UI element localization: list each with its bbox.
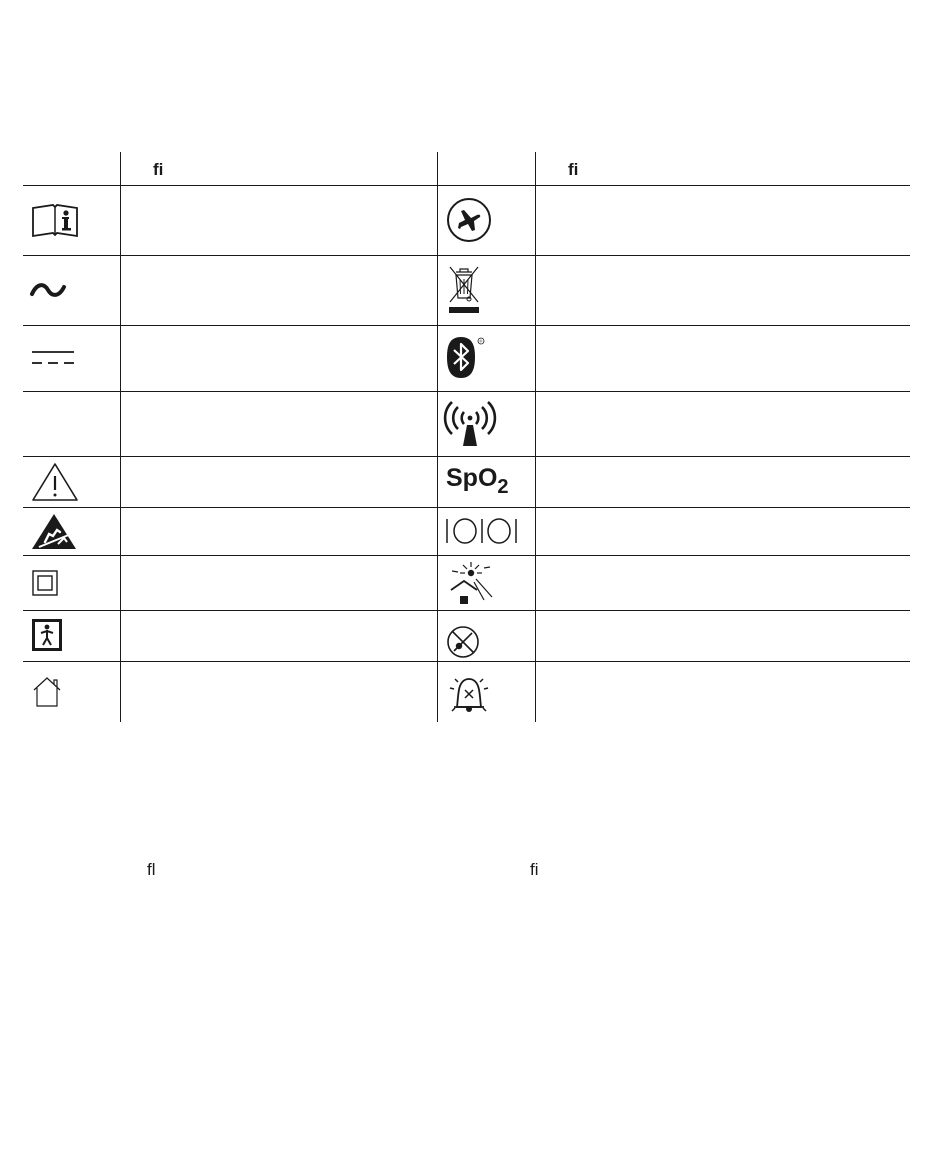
esd-sensitive-icon (31, 512, 77, 550)
spo2-text: SpO (446, 464, 498, 492)
weee-bin-icon (447, 264, 481, 314)
row-divider (23, 507, 910, 508)
header-right: ﬁ (568, 160, 579, 179)
column-divider-1 (120, 152, 121, 722)
spo2-subscript: 2 (497, 476, 509, 498)
keep-away-sunlight-icon (446, 560, 494, 606)
column-divider-2 (437, 152, 438, 722)
indoor-use-icon (32, 676, 62, 708)
bluetooth-icon (446, 336, 488, 380)
registered-mark: ® (479, 338, 483, 344)
type-bf-icon (32, 619, 62, 651)
column-divider-3 (535, 152, 536, 722)
row-divider (23, 610, 910, 611)
ac-current-icon (30, 282, 66, 300)
warning-triangle-icon (31, 462, 79, 502)
row-divider (23, 456, 910, 457)
spo2-label (446, 466, 509, 497)
alarm-off-icon (446, 671, 492, 715)
info-manual-icon (31, 204, 79, 238)
non-ionizing-radiation-icon (445, 399, 495, 449)
footer-right-glyph: ﬁ (530, 860, 539, 879)
header-left: ﬁ (153, 160, 164, 179)
row-divider (23, 325, 910, 326)
class-ii-icon (32, 570, 58, 596)
no-pin-icon (446, 625, 480, 659)
row-divider (23, 391, 910, 392)
row-divider (23, 555, 910, 556)
row-divider (23, 661, 910, 662)
row-divider (23, 255, 910, 256)
row-divider (23, 185, 910, 186)
footer-left-glyph: ﬂ (147, 860, 156, 879)
airplane-mode-icon (446, 197, 492, 243)
cuff-icon (446, 517, 518, 545)
dc-current-icon (31, 349, 75, 367)
